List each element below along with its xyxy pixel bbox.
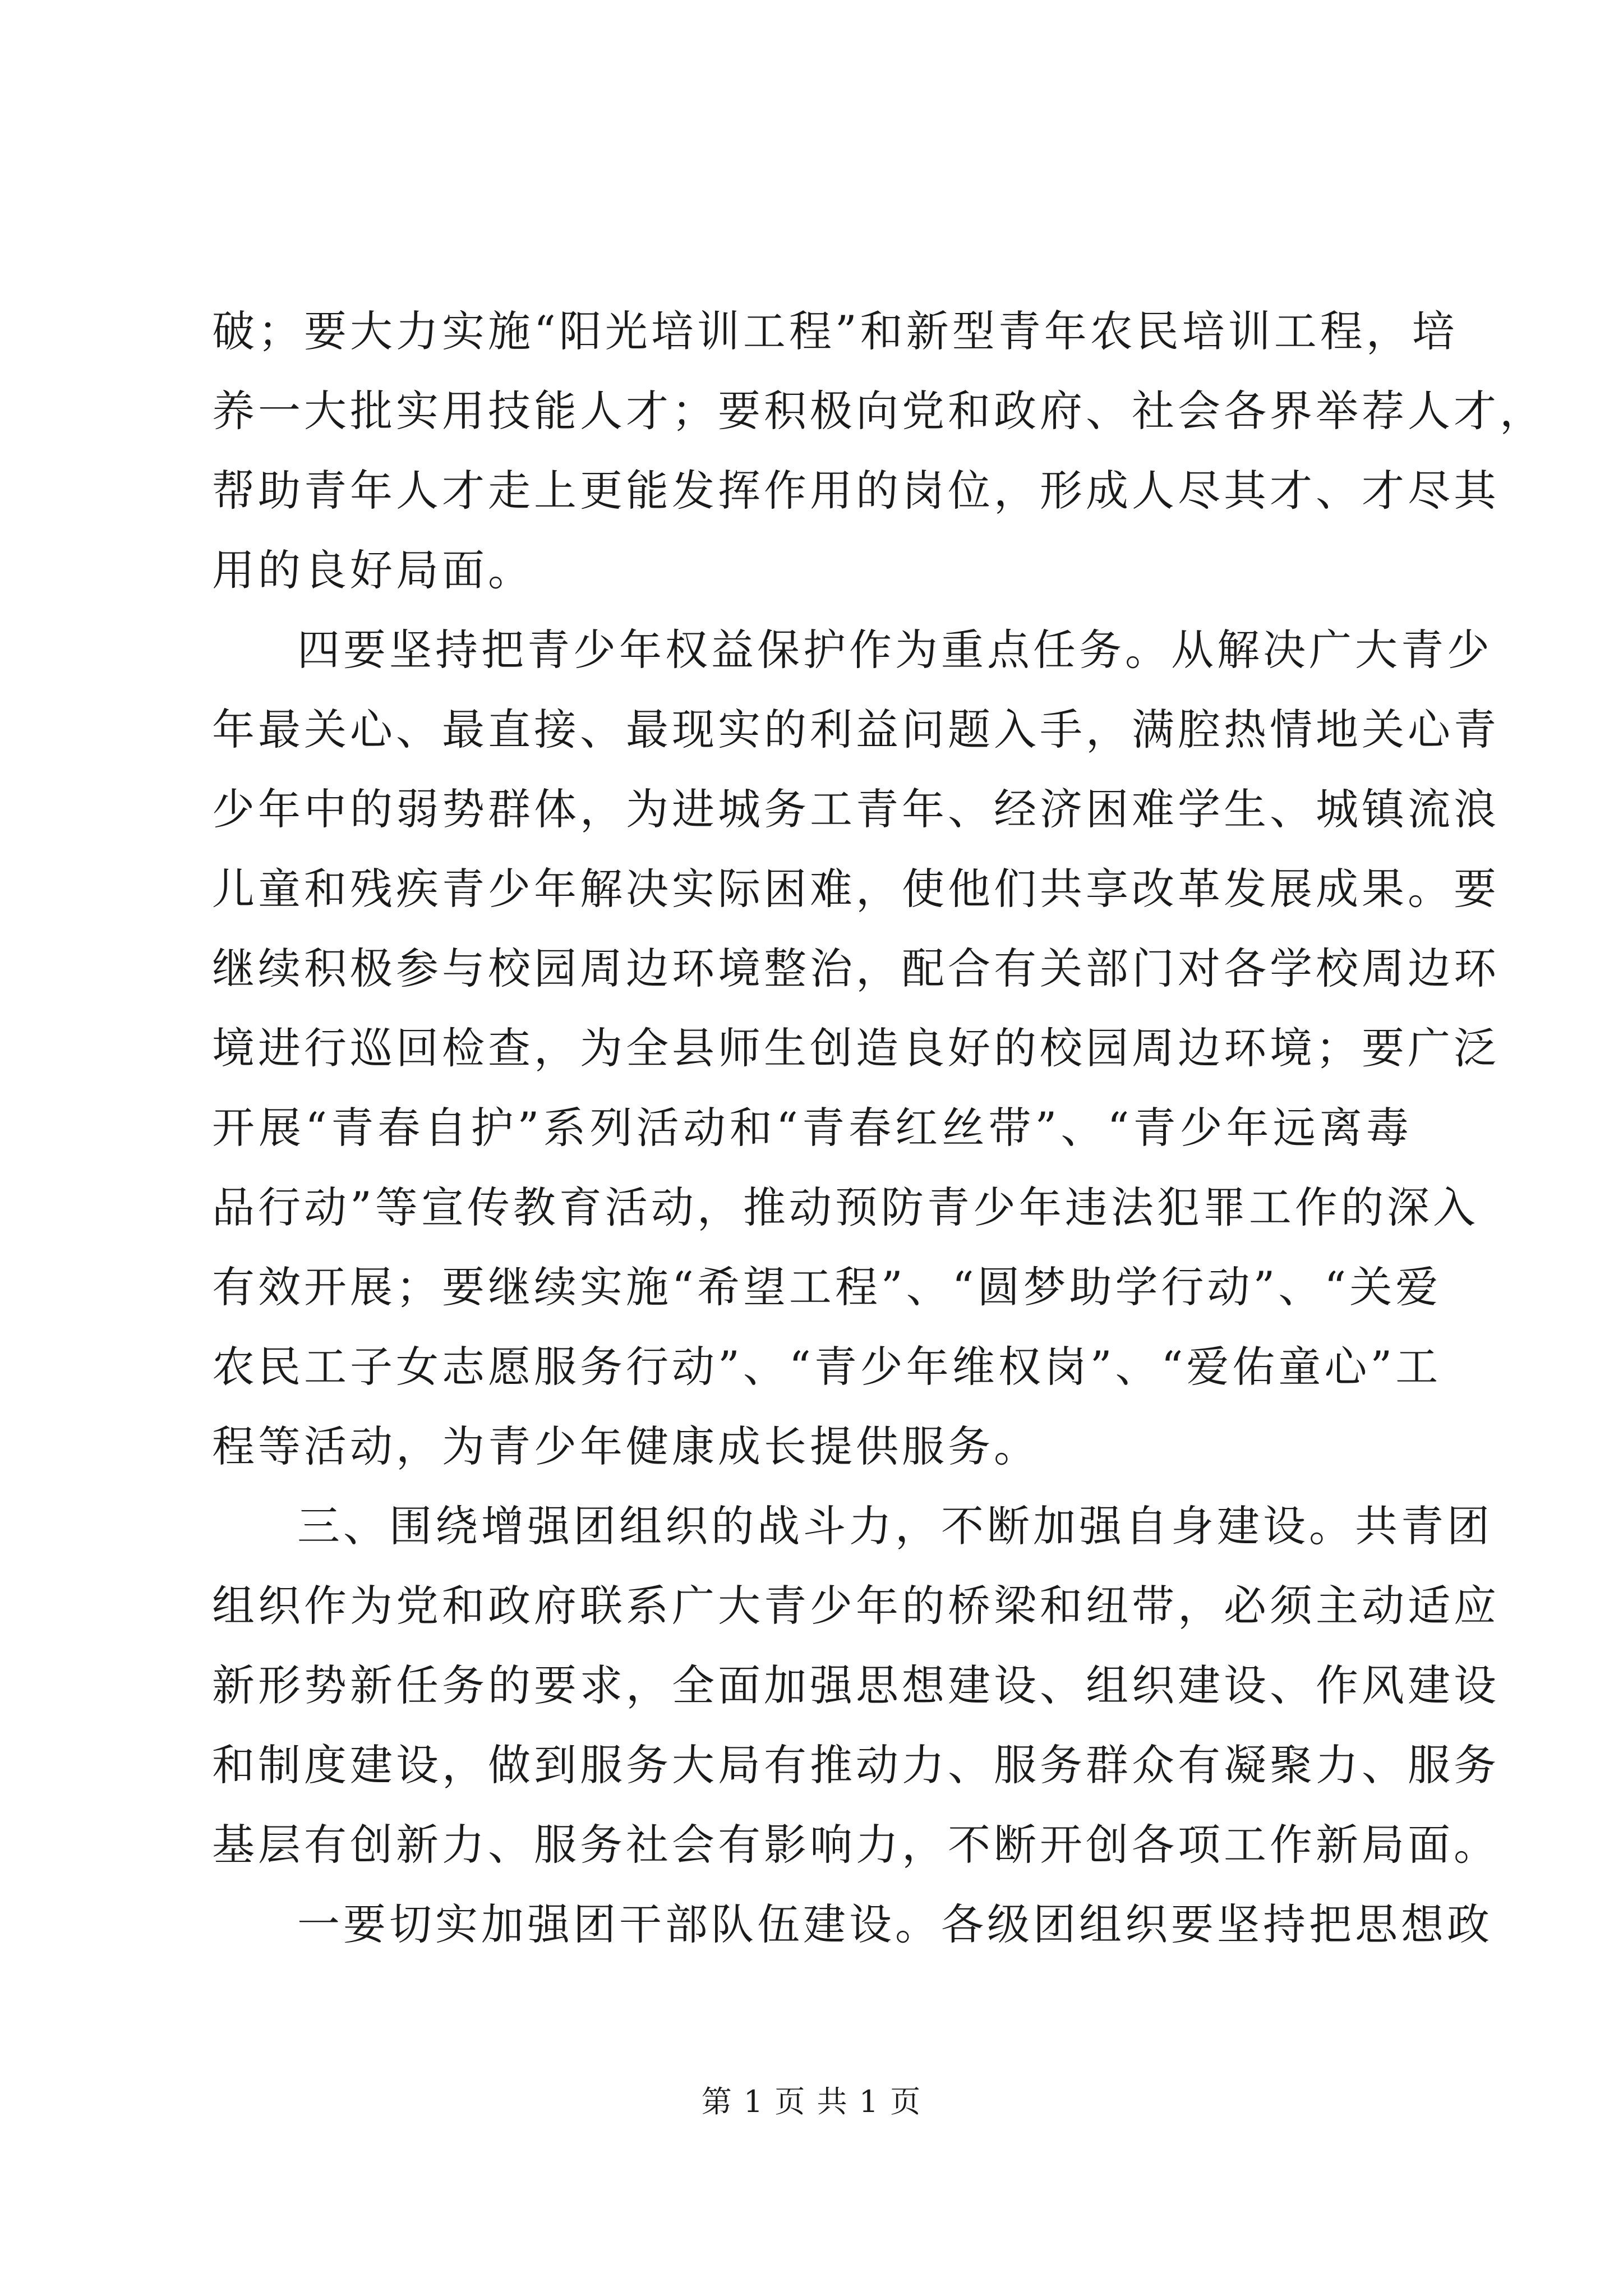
text-line: 新形势新任务的要求，全面加强思想建设、组织建设、作风建设 bbox=[212, 1660, 1500, 1710]
paragraph bbox=[212, 292, 1546, 610]
text-line: 品行动”等宣传教育活动，推动预防青少年违法犯罪工作的深入 bbox=[212, 1182, 1479, 1232]
page-number-footer: 第 1 页 共 1 页 bbox=[701, 2084, 922, 2119]
text-line: 少年中的弱势群体，为进城务工青年、经济困难学生、城镇流浪 bbox=[212, 784, 1500, 834]
text-line: 组织作为党和政府联系广大青少年的桥梁和纽带，必须主动适应 bbox=[212, 1581, 1500, 1631]
document-body bbox=[212, 292, 1546, 1964]
text-line: 一要切实加强团干部队伍建设。各级团组织要坚持把思想政 bbox=[297, 1899, 1493, 1949]
text-line: 有效开展；要继续实施“希望工程”、“圆梦助学行动”、“关爱 bbox=[212, 1262, 1442, 1312]
text-line: 养一大批实用技能人才；要积极向党和政府、社会各界举荐人才， bbox=[212, 386, 1546, 436]
text-line: 帮助青年人才走上更能发挥作用的岗位，形成人尽其才、才尽其 bbox=[212, 466, 1500, 516]
paragraph bbox=[212, 610, 1500, 1487]
text-line: 继续积极参与校园周边环境整治，配合有关部门对各学校周边环 bbox=[212, 944, 1500, 993]
text-line: 破；要大力实施“阳光培训工程”和新型青年农民培训工程，培 bbox=[212, 306, 1458, 356]
text-line: 境进行巡回检查，为全县师生创造良好的校园周边环境；要广泛 bbox=[212, 1023, 1500, 1073]
section-heading-line: 三、围绕增强团组织的战斗力，不断加强自身建设。共青团 bbox=[297, 1501, 1493, 1551]
text-line: 基层有创新力、服务社会有影响力，不断开创各项工作新局面。 bbox=[212, 1820, 1500, 1870]
text-line: 开展“青春自护”系列活动和“青春红丝带”、“青少年远离毒 bbox=[212, 1103, 1412, 1153]
text-line: 程等活动，为青少年健康成长提供服务。 bbox=[212, 1421, 1040, 1471]
text-line: 用的良好局面。 bbox=[212, 545, 534, 595]
text-line: 年最关心、最直接、最现实的利益问题入手，满腔热情地关心青 bbox=[212, 705, 1500, 754]
text-line: 和制度建设，做到服务大局有推动力、服务群众有凝聚力、服务 bbox=[212, 1740, 1500, 1790]
text-line: 农民工子女志愿服务行动”、“青少年维权岗”、“爱佑童心”工 bbox=[212, 1342, 1442, 1392]
text-line: 四要坚持把青少年权益保护作为重点任务。从解决广大青少 bbox=[297, 625, 1493, 675]
paragraph bbox=[212, 1487, 1500, 1885]
text-line: 儿童和残疾青少年解决实际困难，使他们共享改革发展成果。要 bbox=[212, 864, 1500, 914]
paragraph bbox=[212, 1885, 1493, 1964]
